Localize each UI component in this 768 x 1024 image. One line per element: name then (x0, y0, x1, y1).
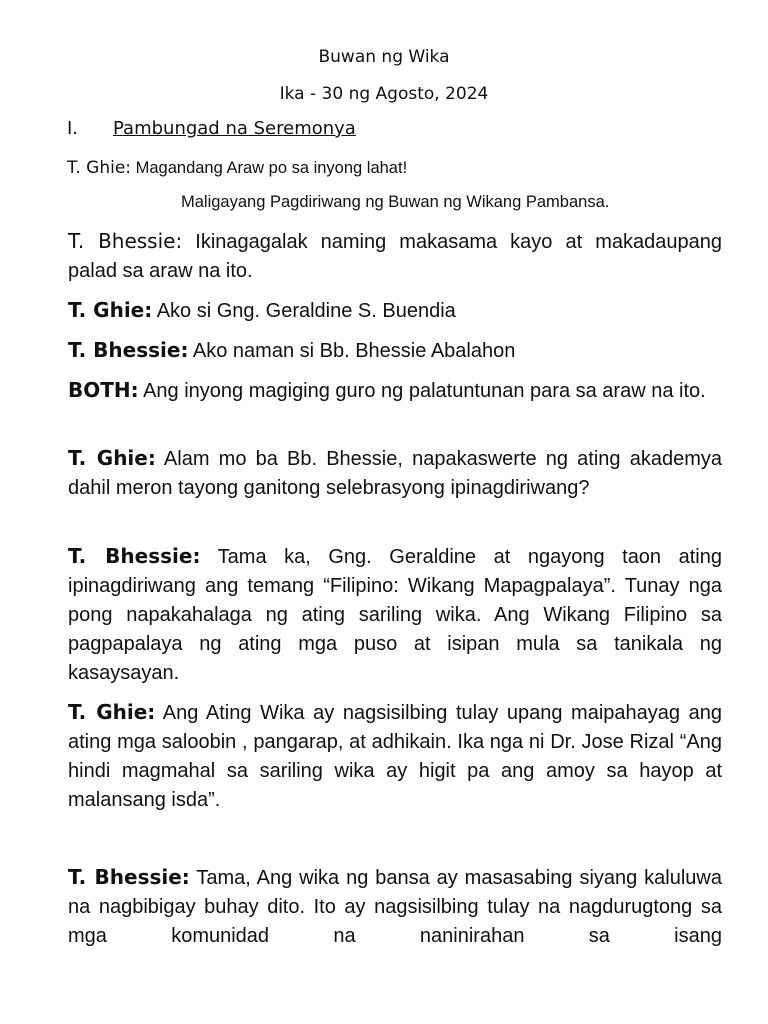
dialogue-text: Tama, Ang wika ng bansa ay masasabing siyang kaluluwa na nagbibigay buhay dito. Ito ay nagsisilbing tulay na nagdurugtong sa mga komunidad na naninirahan sa isang (68, 867, 722, 947)
speaker-label: T. Ghie: (68, 446, 156, 470)
dialogue-paragraph (68, 542, 722, 688)
speaker-label: T. Ghie: (67, 158, 132, 178)
speaker-label: T. Bhessie: (68, 865, 190, 889)
greeting-text: Magandang Araw po sa inyong lahat! (131, 159, 408, 177)
dialogue-text: Tama ka, Gng. Geraldine at ngayong taon ating ipinagdiriwang ang temang “Filipino: Wikang Mapagpalaya”. Tunay nga pong napakahalaga ng ating sariling wika. Ang Wikang Filipino sa pagpapalaya ng ating mga puso at isipan mula sa tanikala ng kasaysayan. (68, 546, 722, 684)
speaker-label: T. Ghie: (68, 298, 153, 322)
speaker-label: T. Bhessie: (68, 338, 189, 362)
dialogue-text: Ang inyong magiging guro ng palatuntunan para sa araw na ito. (138, 380, 706, 402)
greeting-line-indented: Maligayang Pagdiriwang ng Buwan ng Wikang Pambansa. (181, 193, 610, 211)
dialogue-text: Ikinagagalak naming makasama kayo at makadaupang palad sa araw na ito. (68, 231, 723, 282)
dialogue-paragraph (68, 336, 722, 366)
document-title: Buwan ng Wika (318, 47, 450, 67)
dialogue-paragraph (68, 227, 722, 286)
section-title: Pambungad na Seremonya (113, 118, 356, 139)
dialogue-text: Alam mo ba Bb. Bhessie, napakaswerte ng ating akademya dahil meron tayong ganitong selebrasyong ipinagdiriwang? (68, 448, 722, 499)
dialogue-paragraph (68, 698, 722, 815)
greeting-line (67, 158, 407, 178)
dialogue-text: Ako si Gng. Geraldine S. Buendia (152, 300, 456, 322)
dialogue-paragraph (68, 444, 722, 503)
speaker-label: T. Ghie: (68, 700, 156, 724)
speaker-label: T. Bhessie: (68, 544, 201, 568)
speaker-label: BOTH: (68, 378, 139, 402)
dialogue-text: Ako naman si Bb. Bhessie Abalahon (188, 340, 516, 362)
dialogue-paragraph (68, 376, 722, 406)
dialogue-paragraph (68, 863, 722, 951)
dialogue-paragraph (68, 296, 722, 326)
document-date: Ika - 30 ng Agosto, 2024 (279, 84, 489, 104)
section-number: I. (67, 118, 79, 139)
section-heading (67, 118, 356, 139)
dialogue-text: Ang Ating Wika ay nagsisilbing tulay upang maipahayag ang ating mga saloobin , pangarap, at adhikain. Ika nga ni Dr. Jose Rizal “Ang hindi magmahal sa sariling wika ay higit pa ang amoy sa hayop at malansang isda”. (68, 702, 722, 811)
speaker-label: T. Bhessie: (68, 229, 183, 253)
